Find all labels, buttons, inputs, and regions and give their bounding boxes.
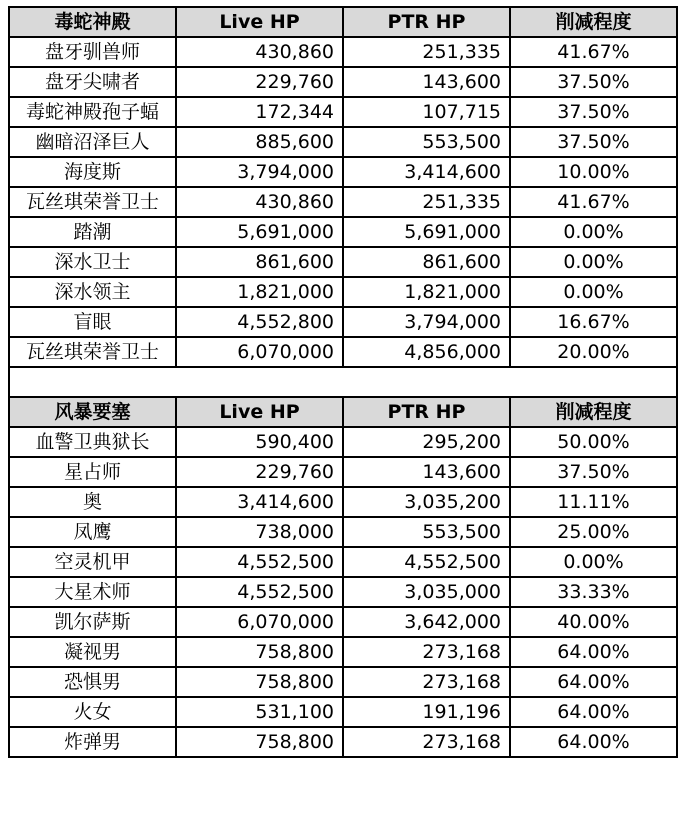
live-hp-value: 229,760: [176, 457, 343, 487]
boss-name: 幽暗沼泽巨人: [9, 127, 176, 157]
ptr-hp-value: 107,715: [343, 97, 510, 127]
spacer-row: [9, 367, 677, 397]
boss-name: 毒蛇神殿孢子蝠: [9, 97, 176, 127]
boss-name: 盘牙尖啸者: [9, 67, 176, 97]
boss-name: 恐惧男: [9, 667, 176, 697]
live-hp-value: 229,760: [176, 67, 343, 97]
boss-name: 凤鹰: [9, 517, 176, 547]
live-hp-value: 531,100: [176, 697, 343, 727]
boss-name: 星占师: [9, 457, 176, 487]
ptr-hp-value: 251,335: [343, 187, 510, 217]
ptr-hp-value: 3,035,200: [343, 487, 510, 517]
live-hp-value: 172,344: [176, 97, 343, 127]
reduction-pct: 64.00%: [510, 727, 677, 757]
reduction-pct: 41.67%: [510, 187, 677, 217]
reduction-pct: 11.11%: [510, 487, 677, 517]
live-hp-value: 4,552,500: [176, 577, 343, 607]
live-hp-value: 4,552,500: [176, 547, 343, 577]
ptr-hp-value: 273,168: [343, 667, 510, 697]
boss-name: 深水领主: [9, 277, 176, 307]
reduction-pct: 64.00%: [510, 637, 677, 667]
live-hp-value: 885,600: [176, 127, 343, 157]
table-row: [9, 427, 677, 457]
reduction-pct: 20.00%: [510, 337, 677, 367]
reduction-pct: 0.00%: [510, 217, 677, 247]
ptr-hp-value: 3,642,000: [343, 607, 510, 637]
live-hp-value: 430,860: [176, 187, 343, 217]
reduction-pct: 37.50%: [510, 67, 677, 97]
header-reduction: 削减程度: [510, 397, 677, 427]
ptr-hp-value: 273,168: [343, 637, 510, 667]
table-row: [9, 607, 677, 637]
ptr-hp-value: 295,200: [343, 427, 510, 457]
header-row: [9, 7, 677, 37]
spacer-cell: [9, 367, 677, 397]
table-row: [9, 37, 677, 67]
live-hp-value: 430,860: [176, 37, 343, 67]
table-row: [9, 697, 677, 727]
ptr-hp-value: 5,691,000: [343, 217, 510, 247]
table-row: [9, 97, 677, 127]
header-reduction: 削减程度: [510, 7, 677, 37]
table-row: [9, 277, 677, 307]
ptr-hp-value: 861,600: [343, 247, 510, 277]
live-hp-value: 758,800: [176, 727, 343, 757]
boss-name: 凝视男: [9, 637, 176, 667]
boss-name: 瓦丝琪荣誉卫士: [9, 337, 176, 367]
live-hp-value: 1,821,000: [176, 277, 343, 307]
table-row: [9, 187, 677, 217]
ptr-hp-value: 553,500: [343, 517, 510, 547]
live-hp-value: 5,691,000: [176, 217, 343, 247]
reduction-pct: 40.00%: [510, 607, 677, 637]
boss-name: 深水卫士: [9, 247, 176, 277]
reduction-pct: 64.00%: [510, 667, 677, 697]
ptr-hp-value: 273,168: [343, 727, 510, 757]
reduction-pct: 41.67%: [510, 37, 677, 67]
boss-name: 盲眼: [9, 307, 176, 337]
boss-name: 大星术师: [9, 577, 176, 607]
reduction-pct: 25.00%: [510, 517, 677, 547]
header-ptr-hp: PTR HP: [343, 7, 510, 37]
reduction-pct: 64.00%: [510, 697, 677, 727]
boss-name: 奥: [9, 487, 176, 517]
live-hp-value: 758,800: [176, 637, 343, 667]
header-live-hp: Live HP: [176, 397, 343, 427]
table-row: [9, 517, 677, 547]
reduction-pct: 0.00%: [510, 247, 677, 277]
live-hp-value: 4,552,800: [176, 307, 343, 337]
ptr-hp-value: 191,196: [343, 697, 510, 727]
live-hp-value: 6,070,000: [176, 607, 343, 637]
boss-name: 瓦丝琪荣誉卫士: [9, 187, 176, 217]
boss-name: 火女: [9, 697, 176, 727]
live-hp-value: 6,070,000: [176, 337, 343, 367]
ptr-hp-value: 4,856,000: [343, 337, 510, 367]
boss-name: 炸弹男: [9, 727, 176, 757]
section-header-name: 毒蛇神殿: [9, 7, 176, 37]
live-hp-value: 3,414,600: [176, 487, 343, 517]
table-row: [9, 307, 677, 337]
ptr-hp-value: 3,414,600: [343, 157, 510, 187]
table-row: [9, 727, 677, 757]
live-hp-value: 738,000: [176, 517, 343, 547]
section-header-name: 风暴要塞: [9, 397, 176, 427]
header-live-hp: Live HP: [176, 7, 343, 37]
reduction-pct: 37.50%: [510, 457, 677, 487]
reduction-pct: 0.00%: [510, 547, 677, 577]
reduction-pct: 10.00%: [510, 157, 677, 187]
boss-name: 海度斯: [9, 157, 176, 187]
table-row: [9, 127, 677, 157]
table-row: [9, 337, 677, 367]
boss-name: 血警卫典狱长: [9, 427, 176, 457]
live-hp-value: 861,600: [176, 247, 343, 277]
reduction-pct: 16.67%: [510, 307, 677, 337]
table-row: [9, 487, 677, 517]
boss-name: 空灵机甲: [9, 547, 176, 577]
table-row: [9, 247, 677, 277]
reduction-pct: 37.50%: [510, 127, 677, 157]
table-row: [9, 67, 677, 97]
ptr-hp-value: 4,552,500: [343, 547, 510, 577]
table-row: [9, 157, 677, 187]
boss-name: 凯尔萨斯: [9, 607, 176, 637]
live-hp-value: 758,800: [176, 667, 343, 697]
table-body: [9, 7, 677, 757]
ptr-hp-value: 1,821,000: [343, 277, 510, 307]
reduction-pct: 0.00%: [510, 277, 677, 307]
table-row: [9, 637, 677, 667]
ptr-hp-value: 251,335: [343, 37, 510, 67]
table-row: [9, 577, 677, 607]
ptr-hp-value: 143,600: [343, 67, 510, 97]
table-row: [9, 667, 677, 697]
boss-name: 盘牙驯兽师: [9, 37, 176, 67]
header-row: [9, 397, 677, 427]
reduction-pct: 50.00%: [510, 427, 677, 457]
reduction-pct: 33.33%: [510, 577, 677, 607]
ptr-hp-value: 3,035,000: [343, 577, 510, 607]
ptr-hp-value: 3,794,000: [343, 307, 510, 337]
table-row: [9, 457, 677, 487]
ptr-hp-value: 553,500: [343, 127, 510, 157]
hp-comparison-table: [8, 6, 678, 758]
table-row: [9, 547, 677, 577]
live-hp-value: 3,794,000: [176, 157, 343, 187]
ptr-hp-value: 143,600: [343, 457, 510, 487]
boss-name: 踏潮: [9, 217, 176, 247]
table-row: [9, 217, 677, 247]
reduction-pct: 37.50%: [510, 97, 677, 127]
live-hp-value: 590,400: [176, 427, 343, 457]
header-ptr-hp: PTR HP: [343, 397, 510, 427]
